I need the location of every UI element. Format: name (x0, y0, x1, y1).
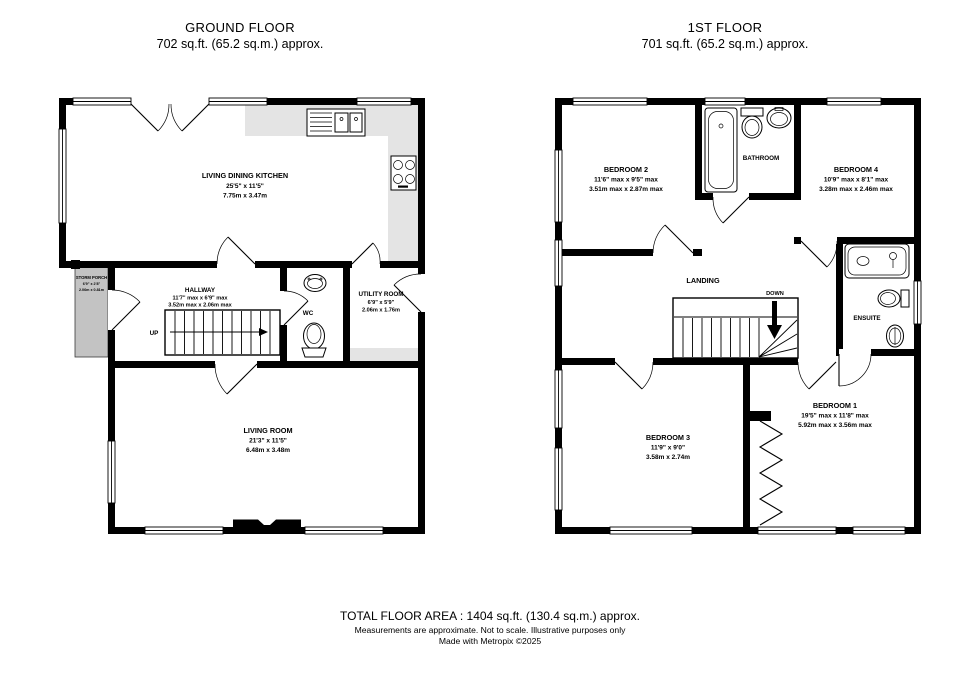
bath (705, 108, 737, 192)
svg-text:BEDROOM 2: BEDROOM 2 (603, 165, 649, 174)
svg-text:3.51m max x 2.87m max: 3.51m max x 2.87m max (589, 186, 663, 193)
utility-room-label (358, 291, 403, 314)
storm-porch-imperial: 6'9" x 2'8" (82, 282, 101, 286)
front-door (112, 290, 140, 330)
kitchen-utility-door (352, 243, 380, 264)
svg-text:3.58m x 2.74m: 3.58m x 2.74m (645, 454, 691, 461)
svg-text:10'9" max x 8'1" max: 10'9" max x 8'1" max (823, 176, 889, 184)
bedroom4-door (801, 241, 837, 267)
down-label: DOWN (766, 291, 784, 297)
svg-text:19'5" max x 11'8" max: 19'5" max x 11'8" max (801, 412, 869, 420)
bedroom1-door (798, 362, 836, 389)
svg-text:11'7" max x 6'9" max: 11'7" max x 6'9" max (172, 295, 228, 302)
hob (391, 156, 416, 190)
bedroom1-label (798, 401, 872, 429)
bedroom2-door (653, 225, 693, 253)
storm-porch-label: STORM PORCH (75, 275, 108, 280)
living-room-label (243, 426, 292, 454)
kitchen-hall-door (217, 237, 255, 264)
svg-text:6.48m x 3.48m: 6.48m x 3.48m (245, 447, 291, 454)
ground-floor-header (55, 20, 425, 51)
bathroom-door (713, 197, 749, 223)
ensuite-toilet (878, 290, 909, 307)
first-floor-header (540, 20, 910, 51)
wc-label: WC (302, 310, 314, 317)
svg-text:2.06m x 1.76m: 2.06m x 1.76m (362, 307, 400, 314)
french-doors (131, 104, 209, 131)
first-floor-plan (553, 96, 923, 536)
disclaimer: Measurements are approximate. Not to scale. Illustrative purposes only (354, 625, 626, 635)
svg-text:3.28m max x 2.46m max: 3.28m max x 2.46m max (819, 186, 893, 193)
first-floor-title: 1ST FLOOR (687, 20, 763, 35)
svg-text:HALLWAY: HALLWAY (184, 287, 216, 294)
ground-floor-area: 702 sq.ft. (65.2 sq.m.) approx. (156, 37, 324, 51)
ground-floor-title: GROUND FLOOR (185, 20, 295, 35)
svg-text:LIVING DINING KITCHEN: LIVING DINING KITCHEN (201, 171, 289, 180)
ensuite-basin (887, 325, 904, 347)
footer (0, 609, 980, 646)
storm-porch-metric: 2.06m x 0.81m (78, 288, 105, 292)
svg-text:21'3" x 11'5": 21'3" x 11'5" (249, 437, 287, 445)
landing-label: LANDING (686, 276, 720, 285)
svg-text:BEDROOM 1: BEDROOM 1 (812, 401, 858, 410)
first-floor-area: 701 sq.ft. (65.2 sq.m.) approx. (641, 37, 809, 51)
wc-basin (304, 275, 326, 292)
bedroom3-label (646, 433, 690, 461)
bathroom-basin (767, 108, 791, 129)
utility-counter (350, 348, 418, 361)
shower (845, 244, 909, 278)
stairs-up (165, 310, 280, 355)
bathroom-toilet (741, 108, 763, 138)
ensuite-door (839, 354, 871, 386)
svg-text:BEDROOM 4: BEDROOM 4 (833, 165, 879, 174)
svg-text:UTILITY ROOM: UTILITY ROOM (358, 291, 404, 298)
svg-text:3.52m max x 2.06m max: 3.52m max x 2.06m max (168, 302, 232, 309)
living-room-door (215, 364, 257, 394)
hallway-label (168, 287, 232, 309)
stairs-down (673, 298, 798, 358)
bathroom-label: BATHROOM (742, 155, 780, 162)
svg-text:LIVING ROOM: LIVING ROOM (243, 426, 293, 435)
metropix-credit: Made with Metropix ©2025 (438, 635, 542, 646)
wc-door (284, 291, 308, 325)
bedroom2-label (589, 165, 663, 193)
bedroom4-label (819, 165, 893, 193)
svg-text:5.92m max x 3.56m max: 5.92m max x 3.56m max (798, 422, 872, 429)
total-floor-area: TOTAL FLOOR AREA : 1404 sq.ft. (130.4 sq.m.) approx. (340, 609, 640, 623)
ground-floor-plan (57, 96, 427, 536)
svg-text:6'9" x 5'9": 6'9" x 5'9" (367, 300, 395, 306)
svg-text:11'9" x 9'0": 11'9" x 9'0" (650, 444, 686, 452)
svg-text:11'6" max x 9'5" max: 11'6" max x 9'5" max (594, 176, 658, 184)
ensuite-label: ENSUITE (853, 315, 881, 322)
bedroom3-door (615, 362, 653, 389)
living-dining-kitchen-label (202, 171, 288, 200)
wc-toilet (302, 323, 326, 357)
up-label: UP (149, 330, 159, 337)
svg-text:25'5" x 11'5": 25'5" x 11'5" (226, 183, 264, 190)
wardrobe-zigzag (760, 421, 782, 525)
storm-porch (71, 260, 108, 357)
svg-text:BEDROOM 3: BEDROOM 3 (645, 433, 691, 442)
fireplace (233, 520, 301, 528)
svg-text:7.75m x 3.47m: 7.75m x 3.47m (222, 192, 268, 200)
kitchen-sink (307, 109, 365, 136)
